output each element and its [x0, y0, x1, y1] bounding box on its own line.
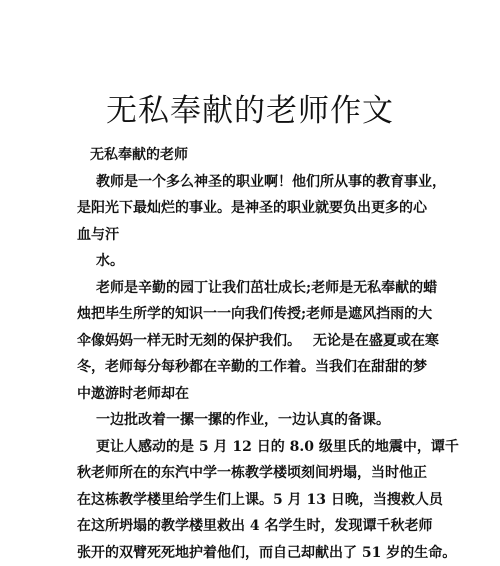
text-line: 在这栋教学楼里给学生们上课。5 月 13 日晚，当搜救人员 — [77, 487, 433, 514]
text-line: 老师是辛勤的园丁让我们茁壮成长;老师是无私奉献的蜡 — [77, 275, 433, 302]
text-line: 在这所坍塌的教学楼里救出 4 名学生时，发现谭千秋老师 — [77, 513, 433, 540]
text-line: 伞像妈妈一样无时无刻的保护我们。 无论是在盛夏或在寒 — [77, 328, 433, 355]
document-title: 无私奉献的老师作文 — [0, 85, 500, 130]
text-line: 张开的双臂死死地护着他们，而自己却献出了 51 岁的生命。 — [77, 540, 433, 566]
text-line: 水。 — [77, 248, 433, 275]
text-line: 烛把毕生所学的知识一一向我们传授;老师是遮风挡雨的大 — [77, 301, 433, 328]
text-line: 中遨游时老师却在 — [77, 381, 433, 408]
text-line: 秋老师所在的东汽中学一栋教学楼顷刻间坍塌，当时他正 — [77, 460, 433, 487]
document-body — [77, 142, 433, 566]
text-line: 冬，老师每分每秒都在辛勤的工作着。当我们在甜甜的梦 — [77, 354, 433, 381]
text-line: 一边批改着一摞一摞的作业，一边认真的备课。 — [77, 407, 433, 434]
text-line: 血与汗 — [77, 222, 433, 249]
text-line: 无私奉献的老师 — [77, 142, 433, 169]
text-line: 更让人感动的是 5 月 12 日的 8.0 级里氏的地震中，谭千 — [77, 434, 433, 461]
text-line: 是阳光下最灿烂的事业。是神圣的职业就要负出更多的心 — [77, 195, 433, 222]
text-line: 教师是一个多么神圣的职业啊！他们所从事的教育事业， — [77, 169, 433, 196]
